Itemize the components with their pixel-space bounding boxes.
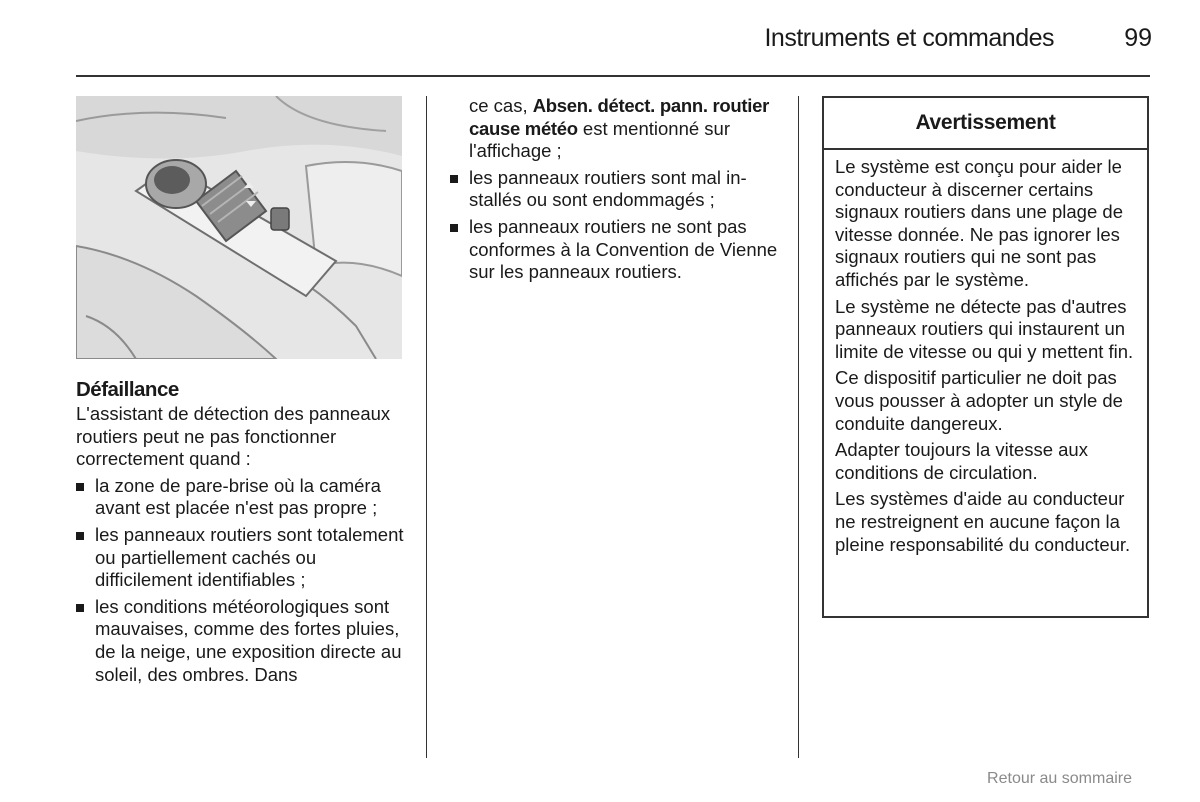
list-item-text: les panneaux routiers sont totalement ou partiellement cachés ou difficilement identifiables ; xyxy=(95,523,404,591)
warning-paragraph: Adapter toujours la vitesse aux conditions de circulation. xyxy=(835,439,1088,483)
bullet-square-icon xyxy=(450,224,458,232)
column-divider-right xyxy=(798,96,799,758)
stalk-illustration-svg xyxy=(76,96,402,359)
failure-conditions-list-cont xyxy=(450,167,785,284)
display-message: Absen. détect. pann. routier cause météo xyxy=(469,95,769,139)
intro-paragraph: L'assistant de détection des panneaux routiers peut ne pas fonctionner correctement quand : xyxy=(76,403,391,470)
warning-paragraph: Le système ne détecte pas d'autres panneaux routiers qui instaurent un limite de vitesse ou qui y mettent fin. xyxy=(835,295,1134,362)
continued-list-item xyxy=(450,95,785,163)
middle-column xyxy=(450,95,785,288)
continued-text-prefix: ce cas, xyxy=(469,95,533,116)
bullet-square-icon xyxy=(450,175,458,183)
warning-paragraph: Ce dispositif particulier ne doit pas vous pousser à adopter un style de conduite dangereux. xyxy=(835,367,1123,434)
warning-paragraph: Les systèmes d'aide au conducteur ne restreignent en aucune façon la pleine responsabilité du conducteur. xyxy=(835,488,1131,555)
section-heading: Défaillance xyxy=(76,378,179,401)
bullet-square-icon xyxy=(76,483,84,491)
continued-text-suffix: est mentionné sur l'affichage ; xyxy=(469,117,730,162)
page-header-title: Instruments et commandes xyxy=(764,24,1054,52)
list-item xyxy=(76,524,412,592)
list-item xyxy=(450,216,785,284)
warning-body xyxy=(824,150,1147,556)
bullet-square-icon xyxy=(76,604,84,612)
warning-title: Avertissement xyxy=(824,98,1147,150)
back-to-contents-link[interactable]: Retour au sommaire xyxy=(987,770,1132,787)
list-item-text: les conditions météorologiques sont mauvaises, comme des fortes pluies, de la neige, une exposition directe au soleil, des ombres. Dans xyxy=(95,595,402,685)
list-item xyxy=(450,167,785,212)
list-item-text: la zone de pare-brise où la caméra avant est placée n'est pas propre ; xyxy=(95,474,381,519)
left-column xyxy=(76,377,412,690)
list-item xyxy=(76,596,412,686)
warning-paragraph: Le système est conçu pour aider le conducteur à discerner certains signaux routiers dans une plage de vitesse donnée. Ne pas ignorer les signaux routiers qui ne sont pas affichés par le système. xyxy=(835,156,1123,290)
stalk-illustration xyxy=(76,96,402,359)
bullet-square-icon xyxy=(76,532,84,540)
warning-box xyxy=(822,96,1149,618)
list-item-text: les panneaux routiers ne sont pas conformes à la Convention de Vienne sur les panneaux routiers. xyxy=(469,215,778,283)
list-item-text: les panneaux routiers sont mal installés ou sont endommagés ; xyxy=(469,166,747,211)
column-divider-left xyxy=(426,96,427,758)
header-divider xyxy=(76,75,1150,77)
failure-conditions-list xyxy=(76,475,412,686)
page-number: 99 xyxy=(1124,24,1152,52)
list-item xyxy=(76,475,412,520)
